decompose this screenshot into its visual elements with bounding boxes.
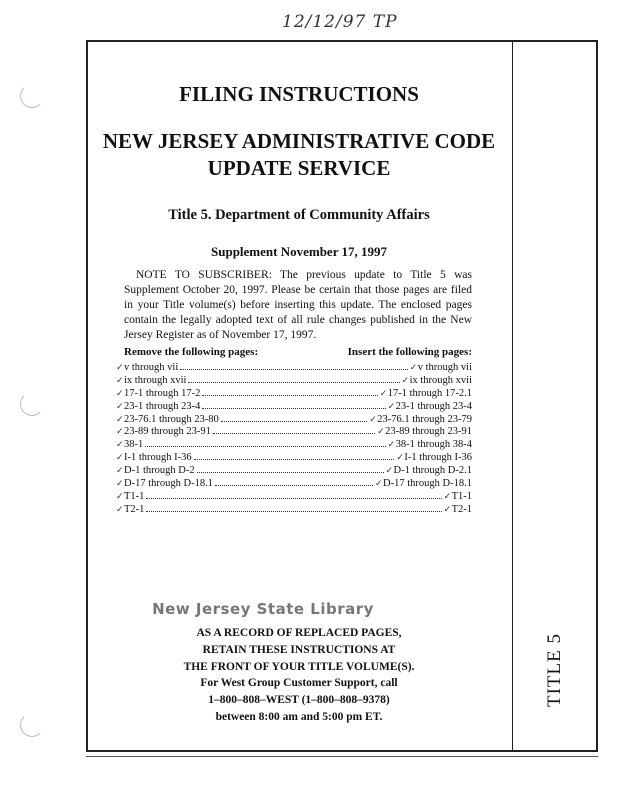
dot-leader: [215, 485, 373, 486]
remove-pages: T2-1: [124, 503, 145, 515]
check-mark-icon: ✓: [379, 387, 388, 398]
page-list-row: [116, 490, 472, 503]
page-list-row: [116, 451, 472, 464]
dot-leader: [145, 446, 385, 447]
page-list: [116, 361, 472, 516]
dot-leader: [197, 472, 384, 473]
insert-pages: v through vii: [417, 362, 472, 373]
remove-pages: 38-1: [124, 439, 144, 451]
page-list-row: [116, 400, 472, 413]
support-line1: For West Group Customer Support, call: [200, 677, 398, 689]
check-mark-icon: ✓: [116, 452, 124, 463]
tab-divider: [512, 40, 513, 752]
page-list-row: [116, 503, 472, 516]
insert-pages: I-1 through I-36: [404, 452, 472, 464]
insert-pages: 23-1 through 23-4: [395, 400, 472, 412]
remove-header: Remove the following pages:: [124, 346, 259, 358]
remove-pages: v through vii: [124, 362, 179, 373]
record-line3: THE FRONT OF YOUR TITLE VOLUME(S).: [183, 661, 415, 673]
page-list-row: [116, 387, 472, 400]
check-mark-icon: ✓: [116, 400, 124, 411]
insert-header: Insert the following pages:: [347, 346, 472, 358]
dot-leader: [188, 382, 399, 383]
dot-leader: [194, 459, 395, 460]
library-stamp: [86, 600, 512, 619]
check-mark-icon: ✓: [385, 465, 394, 476]
dot-leader: [202, 395, 377, 396]
page-list-row: [116, 374, 472, 387]
remove-pages: 23-89 through 23-91: [124, 426, 211, 438]
support-hours: between 8:00 am and 5:00 pm ET.: [215, 711, 383, 723]
remove-pages: I-1 through I-36: [124, 452, 192, 464]
page-list-row: [116, 361, 472, 374]
insert-pages: 38-1 through 38-4: [395, 439, 472, 451]
insert-pages: D-1 through D-2.1: [393, 465, 472, 477]
department-title: Title 5. Department of Community Affairs: [168, 207, 430, 223]
customer-support: [86, 675, 512, 726]
check-mark-icon: ✓: [409, 362, 418, 372]
insert-pages: D-17 through D-18.1: [383, 478, 472, 490]
check-mark-icon: ✓: [387, 439, 396, 450]
code-title-line1: NEW JERSEY ADMINISTRATIVE CODE: [102, 129, 496, 153]
library-stamp-text: New Jersey State Library: [152, 600, 374, 618]
record-line2: RETAIN THESE INSTRUCTIONS AT: [202, 644, 396, 656]
record-line1: AS A RECORD OF REPLACED PAGES,: [196, 627, 402, 639]
page-list-row: [116, 477, 472, 490]
page-list-row: [116, 413, 472, 426]
dot-leader: [221, 421, 367, 422]
insert-pages: ix through xvii: [409, 374, 472, 386]
remove-pages: 23-76.1 through 23-80: [124, 413, 219, 425]
remove-pages: T1-1: [124, 490, 145, 502]
check-mark-icon: ✓: [116, 387, 124, 398]
page-title: FILING INSTRUCTIONS: [179, 82, 419, 106]
title-tab-label: TITLE 5: [544, 632, 565, 708]
check-mark-icon: ✓: [116, 490, 124, 501]
check-mark-icon: ✓: [377, 426, 385, 437]
binder-hole-middle: [20, 392, 44, 416]
remove-pages: 23-1 through 23-4: [124, 400, 201, 412]
dot-leader: [202, 408, 385, 409]
code-title-line2: UPDATE SERVICE: [207, 156, 391, 180]
check-mark-icon: ✓: [387, 400, 396, 411]
binder-hole-bottom: [20, 713, 44, 737]
check-mark-icon: ✓: [116, 439, 124, 450]
check-mark-icon: ✓: [401, 374, 410, 385]
page-list-row: [116, 438, 472, 451]
subscriber-note: NOTE TO SUBSCRIBER: The previous update to Title 5 was Supplement October 20, 1997. Please be certain that those pages are filed in your Title volume(s) before inserting this update. The enclosed pages contain the legally adopted text of all rule changes published in the New Jersey Register as of November 17, 1997.: [124, 269, 472, 341]
record-instructions: [86, 625, 512, 676]
supplement-date: Supplement November 17, 1997: [211, 244, 387, 259]
bottom-rule: [86, 756, 598, 757]
code-title: [86, 128, 512, 182]
check-mark-icon: ✓: [443, 490, 452, 501]
check-mark-icon: ✓: [116, 374, 124, 385]
check-mark-icon: ✓: [116, 362, 124, 372]
insert-pages: T2-1: [451, 503, 472, 515]
dot-leader: [180, 369, 408, 370]
remove-pages: 17-1 through 17-2: [124, 387, 201, 399]
remove-pages: D-1 through D-2: [124, 465, 195, 477]
check-mark-icon: ✓: [116, 426, 124, 437]
check-mark-icon: ✓: [396, 452, 404, 463]
support-phone: 1–800–808–WEST (1–800–808–9378): [208, 694, 390, 706]
dot-leader: [146, 498, 441, 499]
check-mark-icon: ✓: [369, 413, 377, 424]
check-mark-icon: ✓: [116, 413, 124, 424]
insert-pages: T1-1: [451, 490, 472, 502]
handwritten-date-initials: 12/12/97 TP: [282, 12, 398, 32]
check-mark-icon: ✓: [116, 478, 124, 489]
insert-pages: 23-76.1 through 23-79: [377, 413, 472, 425]
check-mark-icon: ✓: [116, 503, 124, 514]
remove-pages: ix through xvii: [124, 374, 187, 386]
check-mark-icon: ✓: [375, 478, 383, 489]
check-mark-icon: ✓: [443, 503, 452, 514]
insert-pages: 17-1 through 17-2.1: [387, 387, 472, 399]
binder-hole-top: [20, 84, 44, 108]
dot-leader: [146, 511, 441, 512]
remove-pages: D-17 through D-18.1: [124, 478, 213, 490]
page-list-row: [116, 464, 472, 477]
list-headers: [124, 346, 472, 358]
check-mark-icon: ✓: [116, 465, 124, 476]
dot-leader: [213, 433, 375, 434]
page-list-row: [116, 425, 472, 438]
insert-pages: 23-89 through 23-91: [385, 426, 472, 438]
